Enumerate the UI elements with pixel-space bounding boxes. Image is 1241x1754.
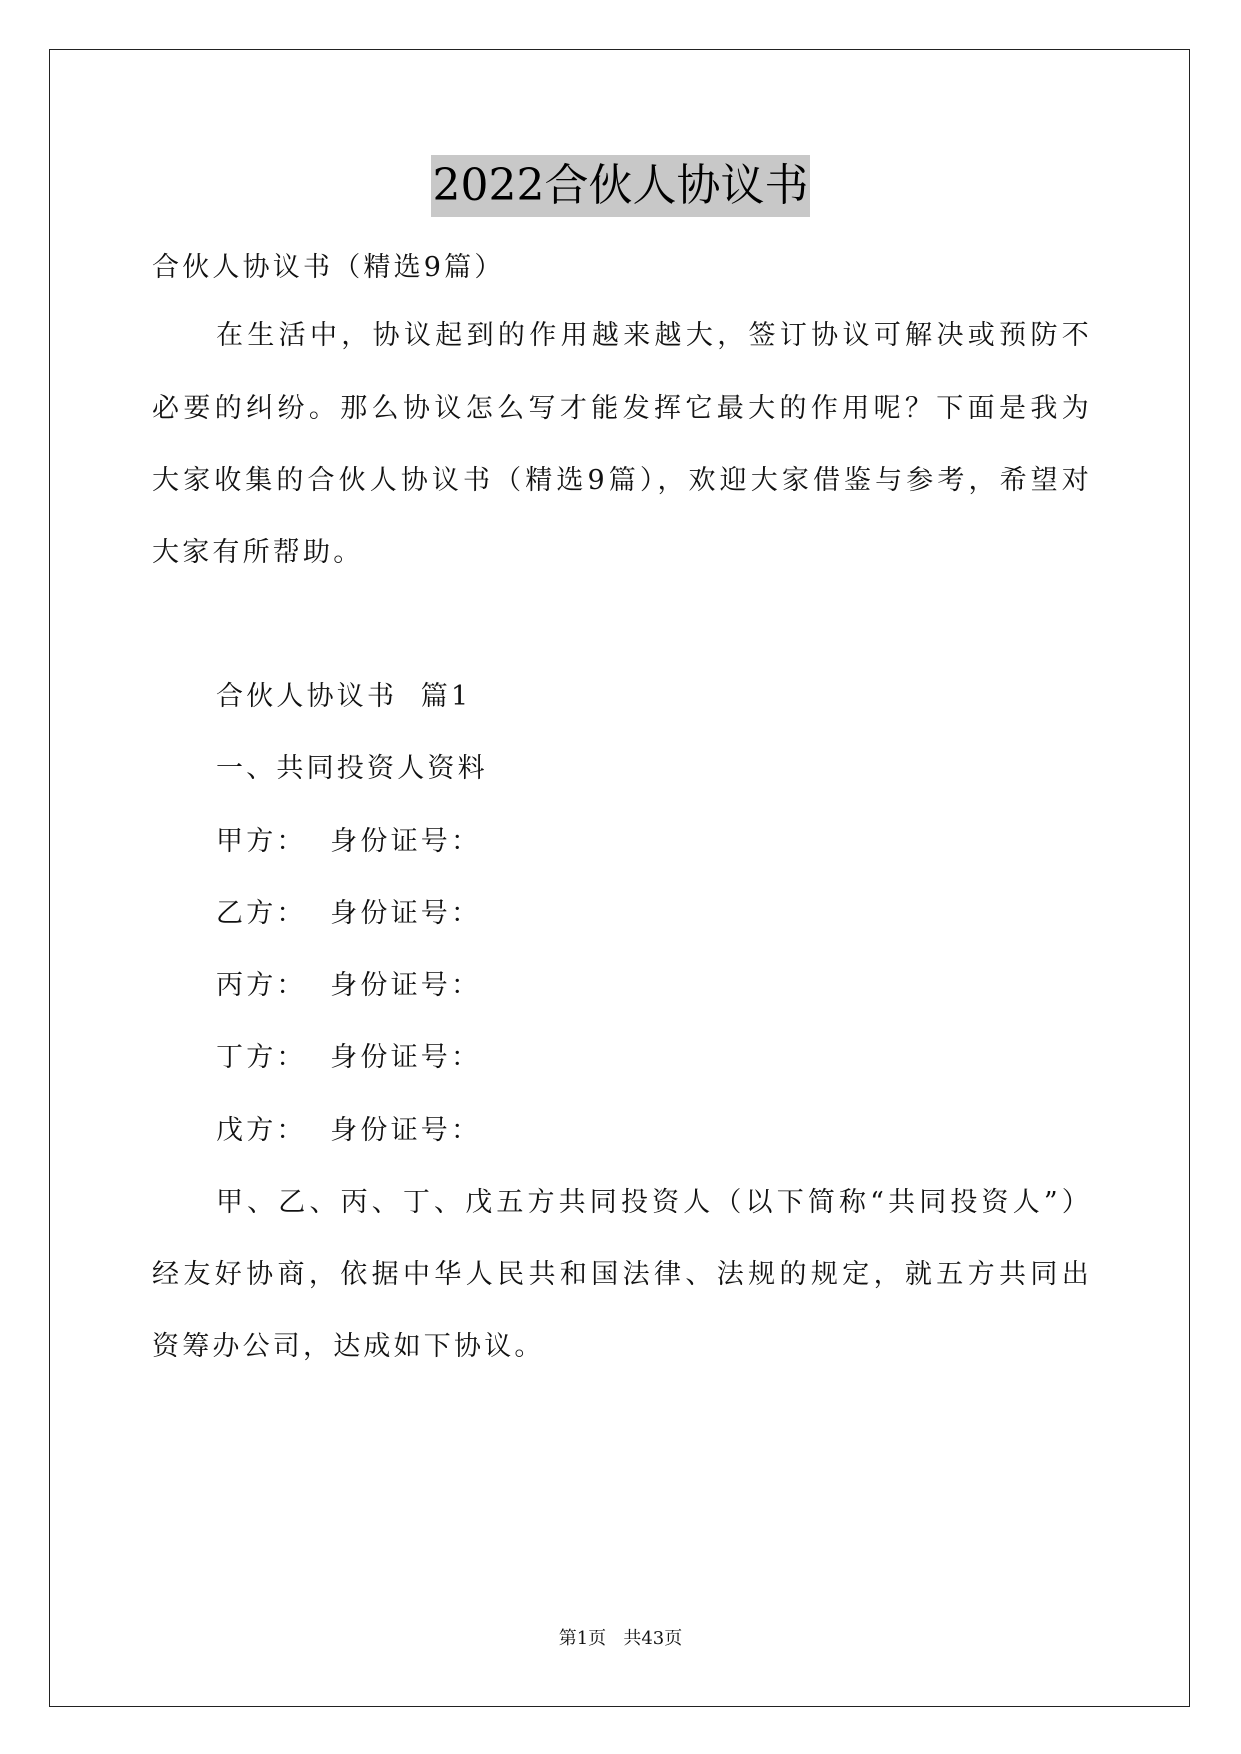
- party-jia: 甲方： 身份证号：: [216, 826, 482, 857]
- page-border: [49, 49, 1190, 1707]
- party-ding: 丁方： 身份证号：: [216, 1042, 482, 1073]
- part-heading: 一、共同投资人资料: [216, 753, 488, 784]
- intro-line-1: 在生活中，协议起到的作用越来越大，签订协议可解决或预防不: [216, 320, 1092, 351]
- agreement-line-2: 经友好协商，依据中华人民共和国法律、法规的规定，就五方共同出: [152, 1259, 1092, 1290]
- subtitle: 合伙人协议书（精选9篇）: [152, 252, 505, 283]
- intro-line-4: 大家有所帮助。: [152, 537, 364, 568]
- intro-line-3: 大家收集的合伙人协议书（精选9篇），欢迎大家借鉴与参考，希望对: [152, 465, 1092, 496]
- party-bing: 丙方： 身份证号：: [216, 970, 482, 1001]
- party-wu: 戊方： 身份证号：: [216, 1115, 482, 1146]
- agreement-line-1: 甲、乙、丙、丁、戊五方共同投资人（以下简称“共同投资人”）: [216, 1187, 1092, 1218]
- title-container: [0, 155, 1241, 217]
- party-yi: 乙方： 身份证号：: [216, 898, 482, 929]
- agreement-line-3: 资筹办公司，达成如下协议。: [152, 1331, 545, 1362]
- section-heading: 合伙人协议书 篇1: [216, 681, 472, 712]
- intro-line-2: 必要的纠纷。那么协议怎么写才能发挥它最大的作用呢？下面是我为: [152, 393, 1092, 424]
- document-title: 2022合伙人协议书: [431, 155, 811, 217]
- page-footer: 第1页 共43页: [558, 1628, 683, 1649]
